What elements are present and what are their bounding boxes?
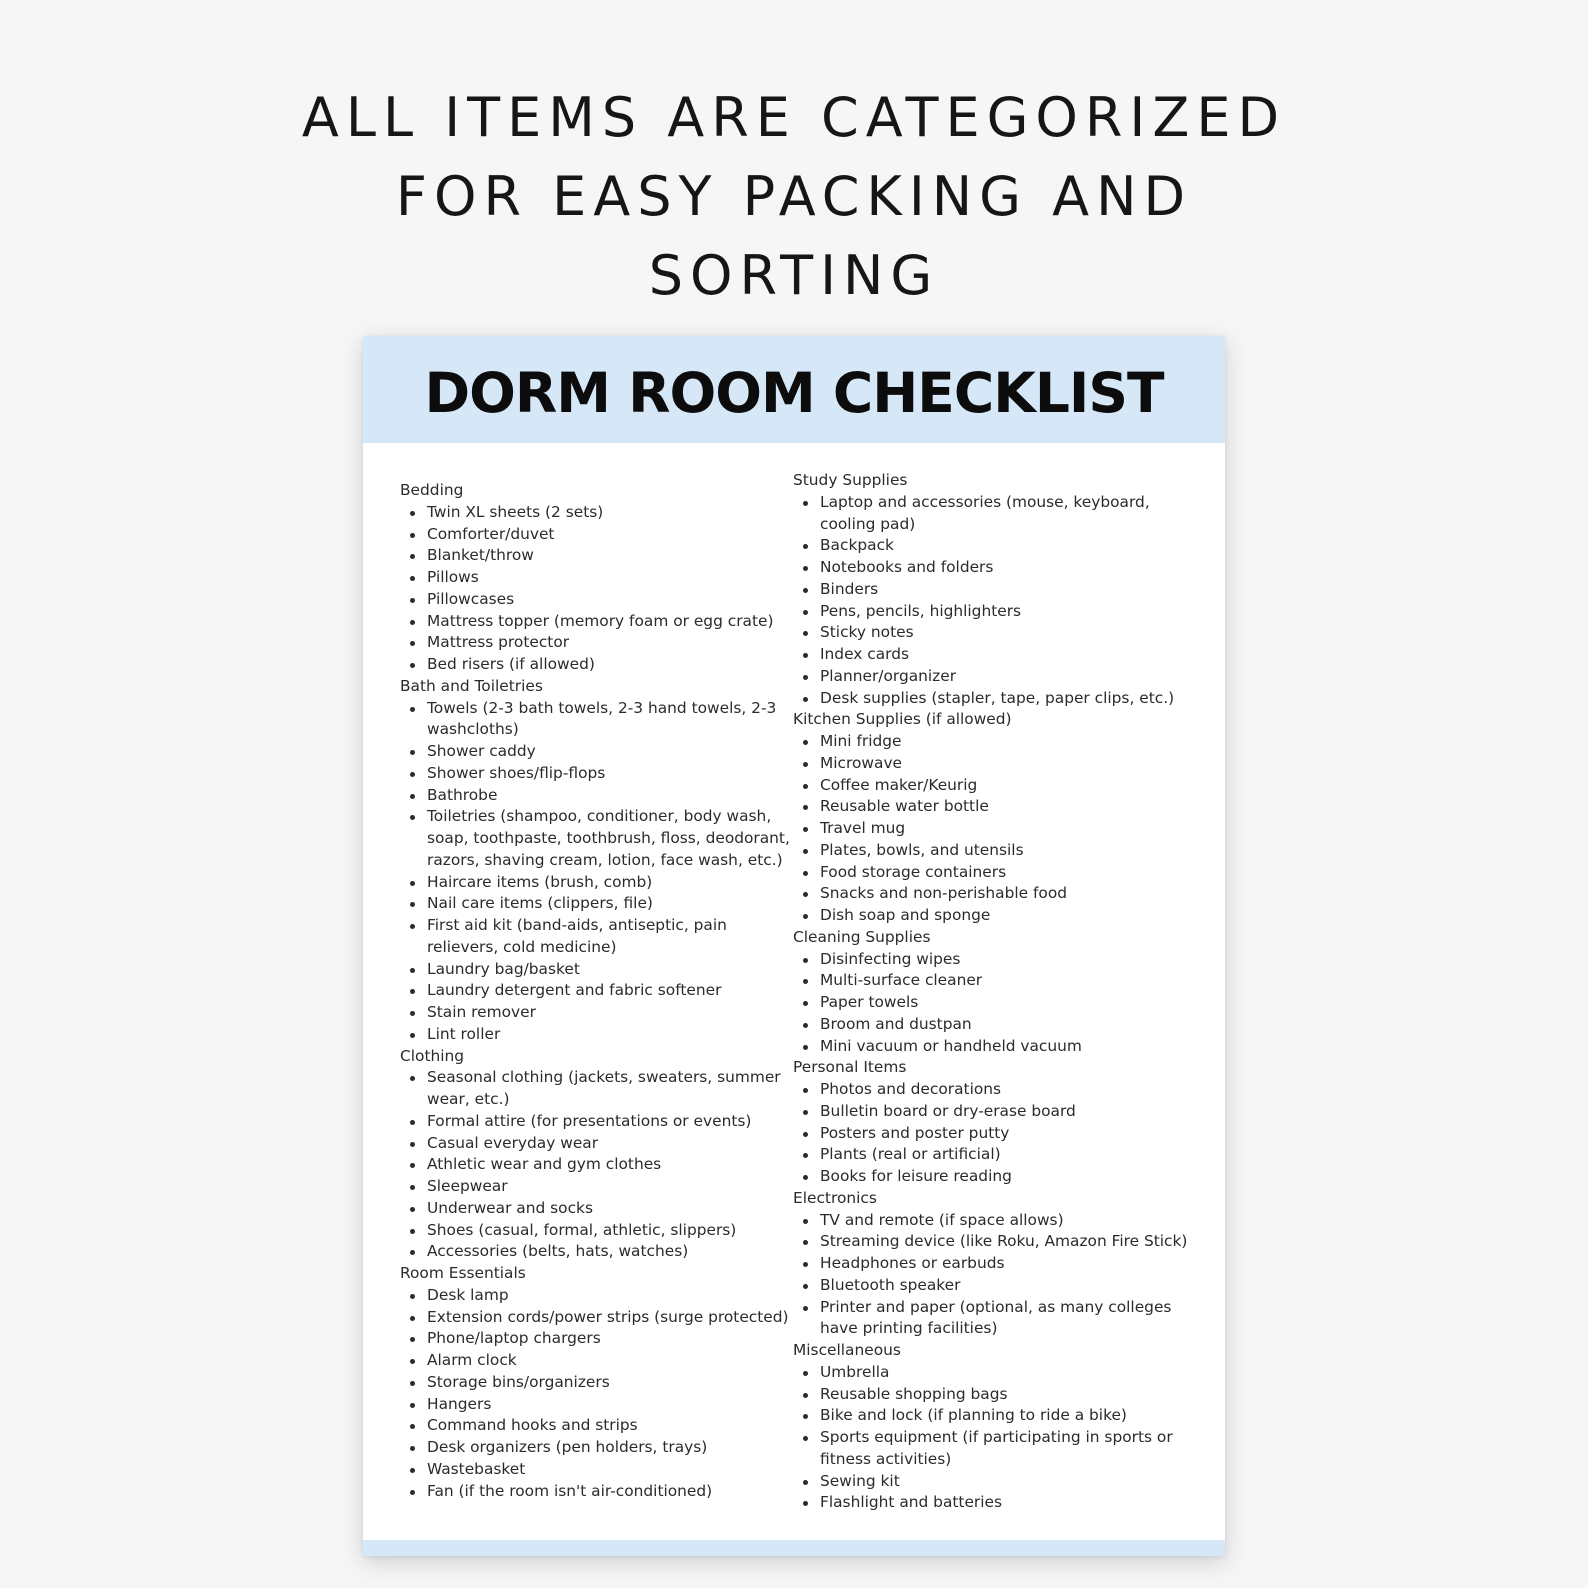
checklist-item: Binders (793, 579, 1203, 601)
checklist-item: Extension cords/power strips (surge protected) (400, 1307, 792, 1329)
checklist-item: Pillowcases (400, 589, 792, 611)
checklist-item: Sports equipment (if participating in sports or fitness activities) (793, 1427, 1203, 1471)
checklist-item: Comforter/duvet (400, 524, 792, 546)
section-title: Miscellaneous (793, 1341, 901, 1359)
checklist-item: Hangers (400, 1394, 792, 1416)
checklist-items (400, 502, 792, 676)
checklist-item: Haircare items (brush, comb) (400, 872, 792, 894)
checklist-item: Mattress topper (memory foam or egg crate) (400, 611, 792, 633)
checklist-items (793, 1210, 1203, 1341)
section-title: Bath and Toiletries (400, 676, 543, 695)
sheet-header-band (363, 336, 1225, 443)
checklist-item: Pillows (400, 567, 792, 589)
checklist-item: Bulletin board or dry-erase board (793, 1101, 1203, 1123)
section-clothing (400, 1046, 792, 1264)
checklist-item: Dish soap and sponge (793, 905, 1203, 927)
checklist-item: Reusable shopping bags (793, 1384, 1203, 1406)
left-column (400, 480, 792, 1502)
checklist-item: Formal attire (for presentations or events) (400, 1111, 792, 1133)
checklist-item: Streaming device (like Roku, Amazon Fire Stick) (793, 1231, 1203, 1253)
checklist-item: Microwave (793, 753, 1203, 775)
checklist-item: Fan (if the room isn't air-conditioned) (400, 1481, 792, 1503)
section-miscellaneous (793, 1340, 1203, 1514)
section-title: Cleaning Supplies (793, 927, 931, 946)
section-title: Personal Items (793, 1058, 907, 1077)
checklist-item: Broom and dustpan (793, 1014, 1203, 1036)
checklist-item: Athletic wear and gym clothes (400, 1154, 792, 1176)
checklist-item: Mini vacuum or handheld vacuum (793, 1036, 1203, 1058)
checklist-item: Desk supplies (stapler, tape, paper clips, etc.) (793, 688, 1203, 710)
checklist-item: Mattress protector (400, 632, 792, 654)
checklist-item: Shower shoes/flip-flops (400, 763, 792, 785)
checklist-item: Plants (real or artificial) (793, 1144, 1203, 1166)
checklist-item: Nail care items (clippers, file) (400, 893, 792, 915)
checklist-items (400, 1067, 792, 1263)
checklist-item: Headphones or earbuds (793, 1253, 1203, 1275)
checklist-item: Coffee maker/Keurig (793, 775, 1203, 797)
checklist-item: Backpack (793, 535, 1203, 557)
section-title: Bedding (400, 481, 464, 499)
section-study-supplies (793, 470, 1203, 709)
section-title: Clothing (400, 1046, 465, 1065)
section-electronics (793, 1188, 1203, 1340)
checklist-items (400, 698, 792, 1046)
checklist-item: Umbrella (793, 1362, 1203, 1384)
right-column (793, 470, 1203, 1514)
checklist-item: Bed risers (if allowed) (400, 654, 792, 676)
checklist-item: Photos and decorations (793, 1079, 1203, 1101)
checklist-items (793, 1362, 1203, 1514)
section-title: Electronics (793, 1188, 877, 1207)
checklist-item: Paper towels (793, 992, 1203, 1014)
checklist-item: Seasonal clothing (jackets, sweaters, summer wear, etc.) (400, 1067, 792, 1111)
checklist-sheet (363, 336, 1225, 1556)
checklist-item: First aid kit (band-aids, antiseptic, pain relievers, cold medicine) (400, 915, 792, 959)
checklist-item: Phone/laptop chargers (400, 1328, 792, 1350)
sheet-footer-band (363, 1540, 1225, 1556)
section-title: Kitchen Supplies (if allowed) (793, 710, 1012, 729)
checklist-item: Laundry detergent and fabric softener (400, 980, 792, 1002)
checklist-items (400, 1285, 792, 1503)
checklist-item: Notebooks and folders (793, 557, 1203, 579)
checklist-item: Posters and poster putty (793, 1123, 1203, 1145)
section-kitchen-supplies (793, 709, 1203, 927)
checklist-item: Underwear and socks (400, 1198, 792, 1220)
section-room-essentials (400, 1263, 792, 1502)
sheet-title: DORM ROOM CHECKLIST (424, 361, 1164, 425)
checklist-item: Wastebasket (400, 1459, 792, 1481)
section-bath-and-toiletries (400, 676, 792, 1046)
checklist-item: Storage bins/organizers (400, 1372, 792, 1394)
checklist-item: Laundry bag/basket (400, 959, 792, 981)
checklist-item: Planner/organizer (793, 666, 1203, 688)
checklist-item: TV and remote (if space allows) (793, 1210, 1203, 1232)
section-cleaning-supplies (793, 927, 1203, 1058)
checklist-item: Mini fridge (793, 731, 1203, 753)
checklist-item: Casual everyday wear (400, 1133, 792, 1155)
section-title: Room Essentials (400, 1264, 526, 1282)
checklist-item: Bathrobe (400, 785, 792, 807)
checklist-item: Shoes (casual, formal, athletic, slippers) (400, 1220, 792, 1242)
checklist-item: Sleepwear (400, 1176, 792, 1198)
checklist-item: Command hooks and strips (400, 1415, 792, 1437)
checklist-item: Sticky notes (793, 622, 1203, 644)
checklist-item: Towels (2-3 bath towels, 2-3 hand towels, 2-3 washcloths) (400, 698, 792, 742)
checklist-item: Alarm clock (400, 1350, 792, 1372)
checklist-item: Accessories (belts, hats, watches) (400, 1241, 792, 1263)
checklist-items (793, 731, 1203, 927)
checklist-items (793, 949, 1203, 1058)
checklist-item: Toiletries (shampoo, conditioner, body wash, soap, toothpaste, toothbrush, floss, deodorant, razors, shaving cream, lotion, face wash, etc.) (400, 806, 792, 871)
checklist-item: Index cards (793, 644, 1203, 666)
checklist-item: Laptop and accessories (mouse, keyboard, cooling pad) (793, 492, 1203, 536)
checklist-item: Books for leisure reading (793, 1166, 1203, 1188)
checklist-item: Flashlight and batteries (793, 1492, 1203, 1514)
checklist-item: Pens, pencils, highlighters (793, 601, 1203, 623)
checklist-item: Printer and paper (optional, as many colleges have printing facilities) (793, 1297, 1203, 1341)
checklist-item: Travel mug (793, 818, 1203, 840)
checklist-item: Food storage containers (793, 862, 1203, 884)
checklist-item: Desk lamp (400, 1285, 792, 1307)
checklist-item: Desk organizers (pen holders, trays) (400, 1437, 792, 1459)
headline-line-2: FOR EASY PACKING AND (395, 165, 1193, 228)
checklist-items (793, 492, 1203, 710)
headline-line-3: SORTING (648, 244, 940, 307)
headline-line-1: ALL ITEMS ARE CATEGORIZED (301, 86, 1287, 149)
checklist-item: Bike and lock (if planning to ride a bike) (793, 1405, 1203, 1427)
checklist-item: Reusable water bottle (793, 796, 1203, 818)
checklist-item: Bluetooth speaker (793, 1275, 1203, 1297)
headline (0, 78, 1588, 315)
checklist-item: Disinfecting wipes (793, 949, 1203, 971)
checklist-item: Stain remover (400, 1002, 792, 1024)
section-bedding (400, 480, 792, 676)
checklist-item: Shower caddy (400, 741, 792, 763)
checklist-item: Blanket/throw (400, 545, 792, 567)
checklist-item: Sewing kit (793, 1471, 1203, 1493)
section-personal-items (793, 1057, 1203, 1188)
checklist-item: Multi-surface cleaner (793, 970, 1203, 992)
checklist-item: Twin XL sheets (2 sets) (400, 502, 792, 524)
section-title: Study Supplies (793, 471, 908, 489)
checklist-item: Plates, bowls, and utensils (793, 840, 1203, 862)
checklist-items (793, 1079, 1203, 1188)
checklist-item: Snacks and non-perishable food (793, 883, 1203, 905)
checklist-item: Lint roller (400, 1024, 792, 1046)
